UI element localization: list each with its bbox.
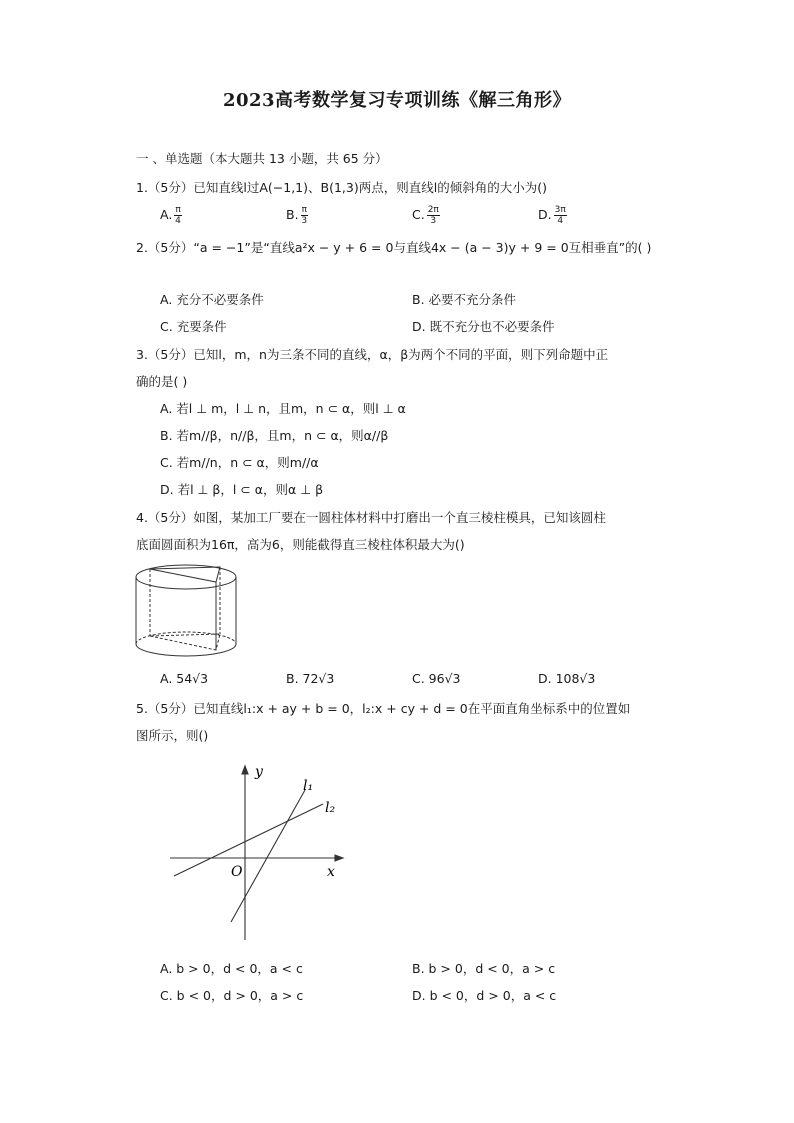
question-5-option-d: D. b < 0，d > 0，a < c [412, 988, 557, 1003]
prism-bottom-triangle [150, 634, 220, 650]
question-1-option-d: D. $\frac{3\pi}{4}$ [538, 205, 566, 226]
page-title: 2023高考数学复习专项训练《解三角形》 [222, 90, 572, 111]
question-5-option-a: A. b > 0，d < 0，a < c [160, 961, 303, 976]
question-3-option-a: A. 若l ⊥ m，l ⊥ n，且m，n ⊂ α，则l ⊥ α [160, 401, 406, 416]
y-axis-label: y [255, 764, 263, 780]
l2-label: l₂ [325, 800, 336, 816]
question-2-stem: 2.（5分）“a = −1”是“直线a²x − y + 6 = 0与直线4x − (a − 3)y + 9 = 0互相垂直”的( ) [136, 240, 652, 255]
x-axis-label: x [327, 864, 335, 880]
question-5-option-c: C. b < 0，d > 0，a > c [160, 988, 304, 1003]
l1-label: l₁ [303, 778, 314, 794]
cylinder-bottom-back [136, 632, 236, 644]
question-5-option-b: B. b > 0，d < 0，a > c [412, 961, 556, 976]
y-axis-arrow [242, 766, 248, 774]
cylinder-bottom-front [136, 644, 236, 656]
question-4-option-d: D. 108√3 [538, 671, 596, 686]
question-4-stem-line-1: 4.（5分）如图，某加工厂要在一圆柱体材料中打磨出一个直三棱柱模具，已知该圆柱 [136, 510, 606, 525]
question-2-option-a: A. 充分不必要条件 [160, 292, 264, 307]
question-2-option-c: C. 充要条件 [160, 319, 227, 334]
question-4-stem-line-2: 底面圆面积为16π，高为6，则能截得直三棱柱体积最大为() [136, 537, 465, 552]
question-3-option-d: D. 若l ⊥ β，l ⊂ α，则α ⊥ β [160, 482, 324, 497]
question-1-option-c: C. $\frac{2\pi}{3}$ [412, 205, 439, 226]
question-2-option-b: B. 必要不充分条件 [412, 292, 517, 307]
section-heading: 一 、单选题（本大题共 13 小题，共 65 分） [136, 151, 388, 166]
cylinder-prism-figure [130, 560, 242, 664]
question-3-stem-line-2: 确的是( ) [136, 374, 188, 389]
question-3-option-b: B. 若m//β，n//β，且m，n ⊂ α，则α//β [160, 428, 389, 443]
question-4-option-a: A. 54√3 [160, 671, 209, 686]
question-3-stem-line-1: 3.（5分）已知l，m，n为三条不同的直线，α，β为两个不同的平面，则下列命题中正 [136, 347, 609, 362]
x-axis-arrow [335, 855, 343, 861]
question-1-option-a: A. $\frac{\pi}{4}$ [160, 205, 181, 226]
prism-top-triangle [150, 567, 220, 582]
coordinate-figure [165, 760, 350, 945]
line-l1 [231, 790, 305, 922]
question-5-stem-line-2: 图所示，则() [136, 728, 209, 743]
question-2-option-d: D. 既不充分也不必要条件 [412, 319, 555, 334]
question-5-stem-line-1: 5.（5分）已知直线l₁:x + ay + b = 0，l₂:x + cy + d = 0在平面直角坐标系中的位置如 [136, 701, 631, 716]
question-1-option-b: B. $\frac{\pi}{3}$ [286, 205, 308, 226]
question-3-option-c: C. 若m//n，n ⊂ α，则m//α [160, 455, 319, 470]
origin-label: O [231, 864, 243, 880]
line-l2 [174, 804, 323, 876]
question-1-stem: 1.（5分）已知直线l过A(−1,1)、B(1,3)两点，则直线l的倾斜角的大小为() [136, 180, 547, 195]
question-4-option-c: C. 96√3 [412, 671, 461, 686]
question-4-option-b: B. 72√3 [286, 671, 335, 686]
